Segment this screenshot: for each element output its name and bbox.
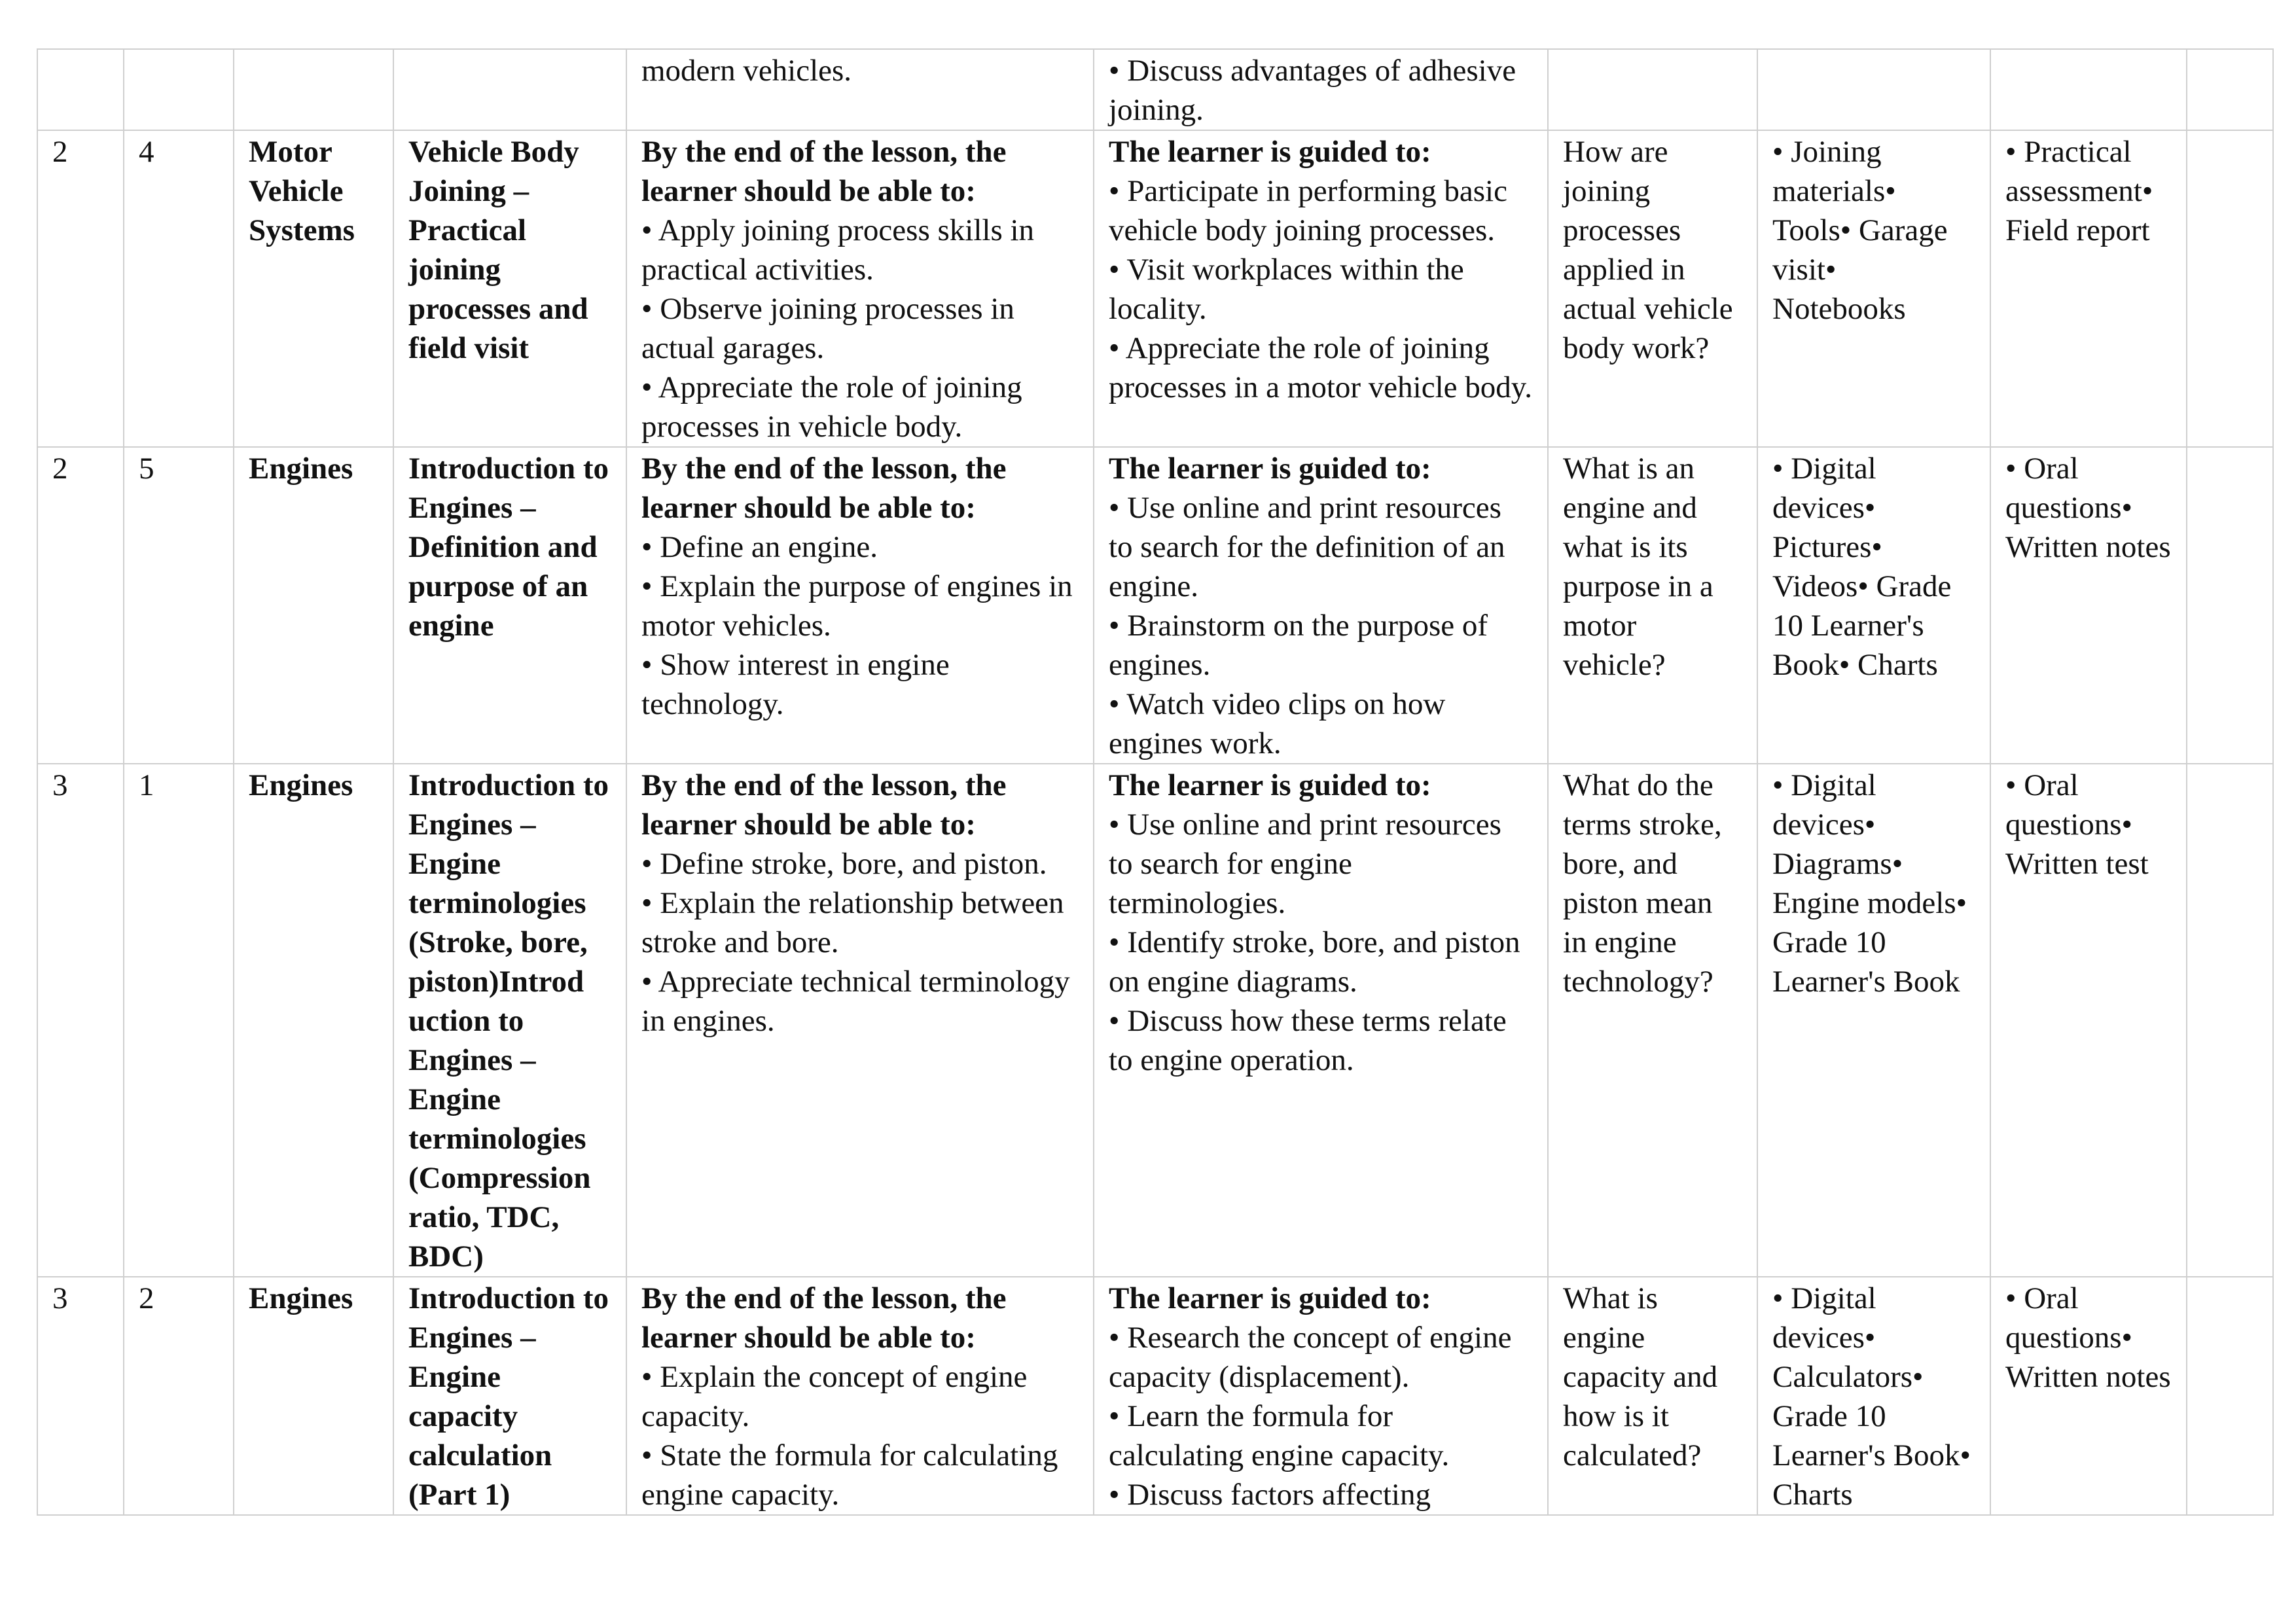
- sub-strand-cell: Introduction to Engines – Engine terminologies (Stroke, bore, piston)Introd uction to Engines – Engine terminologies (Compression ratio, TDC, BDC): [393, 764, 626, 1277]
- sub-strand-cell: Vehicle Body Joining – Practical joining processes and field visit: [393, 130, 626, 447]
- experience-item: • Discuss advantages of adhesive joining.: [1109, 54, 1516, 127]
- learning-outcomes-cell: [626, 1277, 1094, 1515]
- outcome-item: • Define stroke, bore, and piston.: [641, 847, 1047, 881]
- experience-item: • Discuss how these terms relate to engine operation.: [1109, 1004, 1507, 1077]
- outcome-item: • Observe joining processes in actual garages.: [641, 292, 1014, 365]
- scheme-of-work-table: [37, 48, 2274, 1516]
- experience-item: • Research the concept of engine capacity (displacement).: [1109, 1321, 1512, 1394]
- learning-resources-cell: • Digital devices• Diagrams• Engine models• Grade 10 Learner's Book: [1757, 764, 1990, 1277]
- lesson-cell: 2: [124, 1277, 234, 1515]
- outcome-item: modern vehicles.: [641, 54, 852, 88]
- experience-item: • Watch video clips on how engines work.: [1109, 687, 1446, 760]
- week-cell: 2: [37, 130, 124, 447]
- strand-cell: Engines: [234, 447, 393, 764]
- learning-experiences-cell: [1094, 764, 1548, 1277]
- experience-item: • Participate in performing basic vehicle body joining processes.: [1109, 174, 1507, 247]
- learning-experiences-cell: [1094, 130, 1548, 447]
- strand-cell: Engines: [234, 1277, 393, 1515]
- outcome-item: • Appreciate technical terminology in engines.: [641, 965, 1070, 1038]
- outcome-item: • Define an engine.: [641, 530, 878, 564]
- experience-item: • Identify stroke, bore, and piston on engine diagrams.: [1109, 925, 1520, 999]
- strand-cell: [234, 49, 393, 130]
- outcomes-heading: By the end of the lesson, the learner should be able to:: [641, 135, 1007, 208]
- experience-item: • Use online and print resources to search for the definition of an engine.: [1109, 491, 1505, 603]
- experience-item: • Use online and print resources to search for engine terminologies.: [1109, 808, 1501, 920]
- learning-experiences-cell: [1094, 1277, 1548, 1515]
- experience-item: • Appreciate the role of joining processes in a motor vehicle body.: [1109, 331, 1532, 404]
- outcome-item: • Show interest in engine technology.: [641, 648, 950, 721]
- outcome-item: • Explain the relationship between stroke and bore.: [641, 886, 1064, 959]
- sub-strand-cell: Introduction to Engines – Engine capacity calculation (Part 1): [393, 1277, 626, 1515]
- inquiry-question-cell: What is engine capacity and how is it calculated?: [1548, 1277, 1757, 1515]
- week-cell: [37, 49, 124, 130]
- learning-outcomes-cell: [626, 49, 1094, 130]
- sub-strand-cell: Introduction to Engines – Definition and purpose of an engine: [393, 447, 626, 764]
- assessment-cell: [1990, 49, 2187, 130]
- experience-item: • Learn the formula for calculating engine capacity.: [1109, 1399, 1450, 1472]
- table-row: [37, 1277, 2273, 1515]
- outcome-item: • Explain the purpose of engines in motor vehicles.: [641, 569, 1073, 643]
- experience-item: • Brainstorm on the purpose of engines.: [1109, 609, 1488, 682]
- week-cell: 2: [37, 447, 124, 764]
- lesson-cell: 4: [124, 130, 234, 447]
- experience-item: • Visit workplaces within the locality.: [1109, 253, 1464, 326]
- outcome-item: • State the formula for calculating engine capacity.: [641, 1438, 1058, 1512]
- assessment-cell: • Practical assessment• Field report: [1990, 130, 2187, 447]
- remarks-cell: [2187, 447, 2273, 764]
- learning-resources-cell: • Joining materials• Tools• Garage visit• Notebooks: [1757, 130, 1990, 447]
- outcome-item: • Appreciate the role of joining processes in vehicle body.: [641, 370, 1022, 444]
- experiences-heading: The learner is guided to:: [1109, 768, 1431, 802]
- assessment-cell: • Oral questions• Written test: [1990, 764, 2187, 1277]
- week-cell: 3: [37, 1277, 124, 1515]
- remarks-cell: [2187, 49, 2273, 130]
- experiences-heading: The learner is guided to:: [1109, 1281, 1431, 1315]
- remarks-cell: [2187, 130, 2273, 447]
- learning-resources-cell: [1757, 49, 1990, 130]
- outcome-item: • Explain the concept of engine capacity.: [641, 1360, 1028, 1433]
- table-row: [37, 130, 2273, 447]
- sub-strand-cell: [393, 49, 626, 130]
- learning-outcomes-cell: [626, 764, 1094, 1277]
- learning-resources-cell: • Digital devices• Pictures• Videos• Grade 10 Learner's Book• Charts: [1757, 447, 1990, 764]
- learning-experiences-cell: [1094, 447, 1548, 764]
- outcomes-heading: By the end of the lesson, the learner should be able to:: [641, 1281, 1007, 1355]
- experience-item: • Discuss factors affecting: [1109, 1478, 1431, 1512]
- table-row: [37, 764, 2273, 1277]
- remarks-cell: [2187, 1277, 2273, 1515]
- experiences-heading: The learner is guided to:: [1109, 135, 1431, 169]
- learning-resources-cell: • Digital devices• Calculators• Grade 10 Learner's Book• Charts: [1757, 1277, 1990, 1515]
- inquiry-question-cell: How are joining processes applied in actual vehicle body work?: [1548, 130, 1757, 447]
- outcome-item: • Apply joining process skills in practical activities.: [641, 213, 1035, 287]
- strand-cell: Motor Vehicle Systems: [234, 130, 393, 447]
- learning-experiences-cell: [1094, 49, 1548, 130]
- lesson-cell: 1: [124, 764, 234, 1277]
- strand-cell: Engines: [234, 764, 393, 1277]
- lesson-cell: [124, 49, 234, 130]
- table-row: [37, 49, 2273, 130]
- week-cell: 3: [37, 764, 124, 1277]
- inquiry-question-cell: What do the terms stroke, bore, and piston mean in engine technology?: [1548, 764, 1757, 1277]
- assessment-cell: • Oral questions• Written notes: [1990, 447, 2187, 764]
- experiences-heading: The learner is guided to:: [1109, 452, 1431, 486]
- inquiry-question-cell: What is an engine and what is its purpose in a motor vehicle?: [1548, 447, 1757, 764]
- remarks-cell: [2187, 764, 2273, 1277]
- table-row: [37, 447, 2273, 764]
- learning-outcomes-cell: [626, 130, 1094, 447]
- outcomes-heading: By the end of the lesson, the learner should be able to:: [641, 768, 1007, 842]
- assessment-cell: • Oral questions• Written notes: [1990, 1277, 2187, 1515]
- learning-outcomes-cell: [626, 447, 1094, 764]
- outcomes-heading: By the end of the lesson, the learner should be able to:: [641, 452, 1007, 525]
- lesson-cell: 5: [124, 447, 234, 764]
- inquiry-question-cell: [1548, 49, 1757, 130]
